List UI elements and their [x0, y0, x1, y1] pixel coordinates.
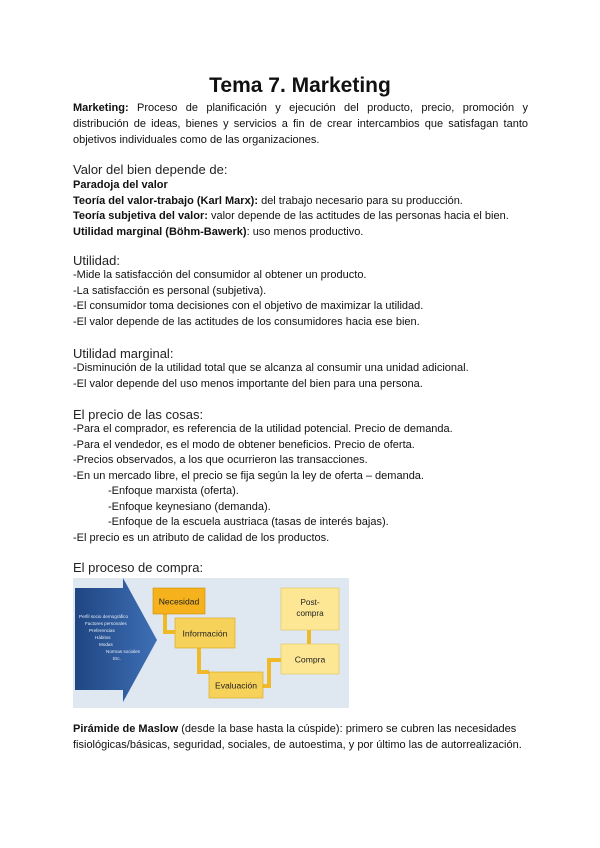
list-item: -El valor depende de las actitudes de los consumidores hacia ese bien.	[73, 315, 420, 328]
list-item: -Disminución de la utilidad total que se alcanza al consumir una unidad adicional.	[73, 362, 469, 374]
subjetiva-text: valor depende de las actitudes de las personas hacia el bien.	[207, 210, 509, 222]
marketing-term: Marketing:	[73, 102, 129, 114]
maslow-text: (desde la base hasta la cúspide): primero se cubren las necesidades fisiológicas/básicas, seguridad, sociales, de autoestima, y por último las de autorrealización.	[73, 723, 522, 751]
purchase-process-diagram	[73, 578, 349, 708]
paradoja-line: Paradoja del valor	[73, 179, 168, 191]
marketing-definition	[73, 100, 528, 148]
utilidad-heading: Utilidad:	[73, 253, 120, 268]
list-subitem: -Enfoque marxista (oferta).	[108, 485, 239, 497]
list-item: -La satisfacción es personal (subjetiva).	[73, 284, 267, 297]
list-item: -Para el vendedor, es el modo de obtener beneficios. Precio de oferta.	[73, 438, 415, 451]
marginal-text: : uso menos productivo.	[246, 225, 364, 238]
label-postcompra-1: Post-	[300, 598, 320, 607]
list-item: -Mide la satisfacción del consumidor al obtener un producto.	[73, 269, 367, 281]
list-item: -En un mercado libre, el precio se fija según la ley de oferta – demanda.	[73, 469, 424, 482]
page-title: Tema 7. Marketing	[209, 74, 391, 97]
arrow-text-2: Preferencias	[89, 628, 115, 633]
list-subitem: -Enfoque keynesiano (demanda).	[108, 500, 271, 513]
label-informacion: Información	[182, 628, 228, 639]
subjetiva-term: Teoría subjetiva del valor:	[73, 210, 208, 222]
precio-list	[73, 422, 543, 546]
subjetiva-line	[73, 209, 543, 225]
marx-term: Teoría del valor-trabajo (Karl Marx):	[73, 194, 259, 207]
utilidad-marginal-list	[73, 361, 543, 392]
marketing-text: Proceso de planificación y ejecución del producto, precio, promoción y distribución de ideas, bienes y servicios a fin de crear intercambios que satisfagan tanto objetivos individuales como de las organizaciones.	[73, 102, 528, 146]
marginal-term: Utilidad marginal (Böhm-Bawerk)	[73, 225, 247, 238]
arrow-text-3: Hábitos	[95, 635, 111, 640]
arrow-text-5: Normas sociales	[106, 649, 140, 654]
list-item: -Para el comprador, es referencia de la utilidad potencial. Precio de demanda.	[73, 423, 453, 435]
label-compra: Compra	[294, 654, 326, 665]
list-item: -El valor depende del uso menos importante del bien para una persona.	[73, 377, 423, 390]
valor-heading: Valor del bien depende de:	[73, 162, 228, 177]
list-item: -El precio es un atributo de calidad de los productos.	[73, 531, 330, 544]
label-postcompra-2: compra	[296, 609, 324, 618]
maslow-paragraph	[73, 721, 533, 753]
arrow-text-0: Perfil socio demográfico	[79, 614, 129, 619]
marx-text: del trabajo necesario para su producción.	[258, 194, 463, 207]
list-item: -Precios observados, a los que ocurrieron las transacciones.	[73, 454, 368, 466]
list-subitem: -Enfoque de la escuela austriaca (tasas de interés bajas).	[108, 516, 389, 528]
list-item: -El consumidor toma decisiones con el objetivo de maximizar la utilidad.	[73, 300, 424, 312]
compra-heading: El proceso de compra:	[73, 560, 204, 575]
arrow-text-1: Factores personales	[85, 621, 127, 626]
arrow-text-6: Etc.	[113, 656, 121, 661]
marx-line	[73, 194, 543, 210]
precio-heading: El precio de las cosas:	[73, 407, 204, 422]
valor-list	[73, 178, 543, 240]
label-necesidad: Necesidad	[158, 596, 200, 607]
utilidad-list	[73, 268, 543, 330]
marginal-line	[73, 225, 543, 241]
utilidad-marginal-heading: Utilidad marginal:	[73, 346, 174, 361]
maslow-term: Pirámide de Maslow	[73, 723, 179, 735]
arrow-text-4: Modas	[99, 642, 113, 647]
label-evaluacion: Evaluación	[214, 680, 258, 691]
